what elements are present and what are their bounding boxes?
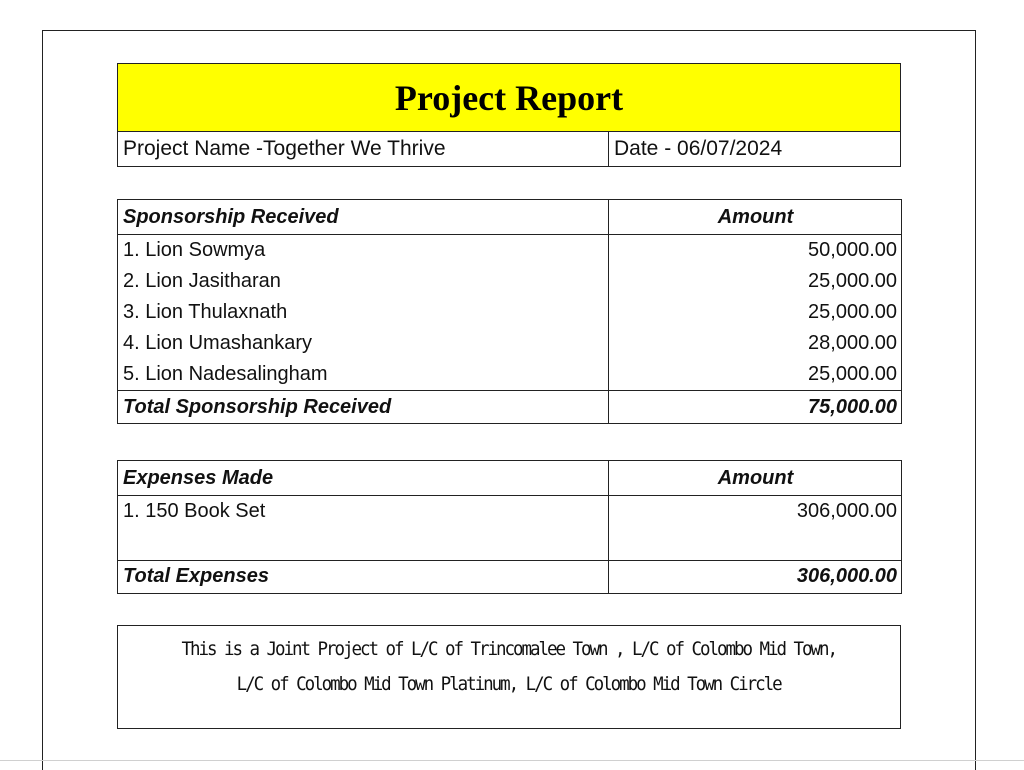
sponsor-name: 3. Lion Thulaxnath — [118, 297, 609, 328]
report-title: Project Report — [118, 64, 900, 132]
sponsorship-table — [117, 199, 902, 424]
note-line-2: L/C of Colombo Mid Town Platinum, L/C of Colombo Mid Town Circle — [236, 673, 781, 695]
expenses-header-row — [118, 461, 902, 496]
blank-row — [118, 527, 902, 560]
sponsorship-total-label: Total Sponsorship Received — [118, 391, 609, 424]
sponsor-name: 1. Lion Sowmya — [118, 235, 609, 267]
joint-project-note — [117, 625, 901, 729]
expenses-total-row — [118, 560, 902, 593]
project-name-cell: Project Name -Together We Thrive — [118, 132, 609, 166]
expenses-header-amount: Amount — [609, 461, 902, 496]
blank-cell — [609, 527, 902, 560]
expenses-table — [117, 460, 902, 594]
sponsorship-total-row — [118, 391, 902, 424]
sponsorship-header-label: Sponsorship Received — [118, 200, 609, 235]
sponsor-amount: 25,000.00 — [609, 266, 902, 297]
expense-item: 1. 150 Book Set — [118, 496, 609, 528]
table-row — [118, 496, 902, 528]
page-bottom-divider — [0, 760, 1024, 761]
sponsor-amount: 25,000.00 — [609, 359, 902, 391]
project-info-row — [118, 132, 900, 166]
blank-cell — [118, 527, 609, 560]
expense-amount: 306,000.00 — [609, 496, 902, 528]
table-row — [118, 266, 902, 297]
expenses-total-amount: 306,000.00 — [609, 560, 902, 593]
sponsorship-header-amount: Amount — [609, 200, 902, 235]
table-row — [118, 359, 902, 391]
sponsorship-total-amount: 75,000.00 — [609, 391, 902, 424]
sponsor-name: 2. Lion Jasitharan — [118, 266, 609, 297]
expenses-header-label: Expenses Made — [118, 461, 609, 496]
note-line-1: This is a Joint Project of L/C of Trincomalee Town , L/C of Colombo Mid Town, — [181, 638, 837, 660]
table-row — [118, 328, 902, 359]
sponsor-amount: 28,000.00 — [609, 328, 902, 359]
sponsor-name: 5. Lion Nadesalingham — [118, 359, 609, 391]
sponsor-name: 4. Lion Umashankary — [118, 328, 609, 359]
table-row — [118, 235, 902, 267]
sponsor-amount: 25,000.00 — [609, 297, 902, 328]
expenses-total-label: Total Expenses — [118, 560, 609, 593]
title-block — [117, 63, 901, 167]
table-row — [118, 297, 902, 328]
date-cell: Date - 06/07/2024 — [614, 137, 783, 160]
sponsorship-header-row — [118, 200, 902, 235]
sponsor-amount: 50,000.00 — [609, 235, 902, 267]
